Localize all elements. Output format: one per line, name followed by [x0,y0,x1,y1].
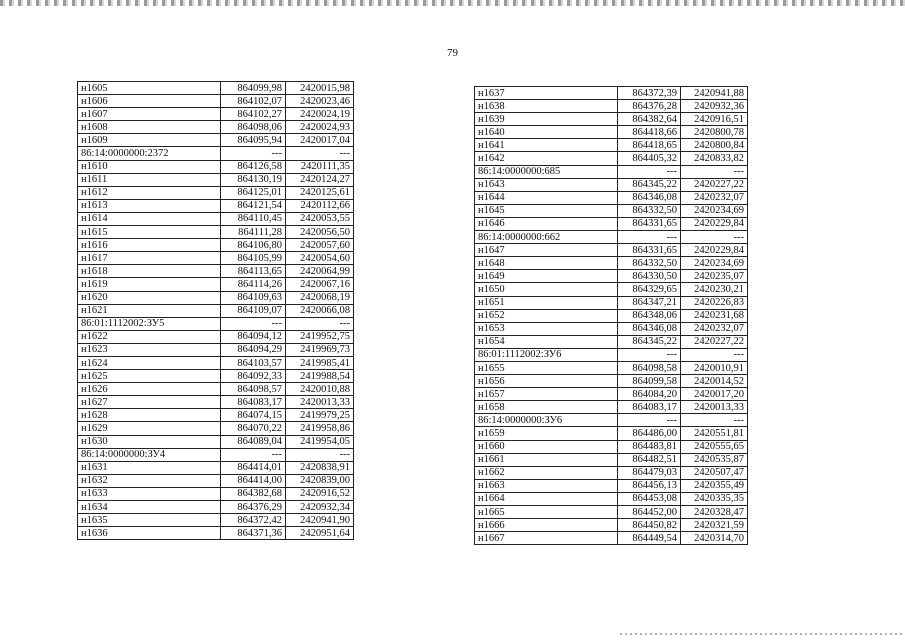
point-label-cell: н1657 [475,388,618,401]
point-label-cell: 86:14:0000000:ЗУ4 [78,448,221,461]
x-coordinate-cell: 864346,08 [618,322,681,335]
point-label-cell: н1618 [78,265,221,278]
y-coordinate-cell: 2419952,75 [286,330,354,343]
y-coordinate-cell: 2420551,81 [681,427,748,440]
x-coordinate-cell: 864414,00 [221,474,286,487]
table-row [475,165,748,178]
table-row [475,283,748,296]
y-coordinate-cell: 2420010,91 [681,361,748,374]
y-coordinate-cell: 2420555,65 [681,440,748,453]
y-coordinate-cell: 2420230,21 [681,283,748,296]
y-coordinate-cell: 2419958,86 [286,422,354,435]
point-label-cell: н1614 [78,212,221,225]
table-row [475,178,748,191]
table-row [78,226,354,239]
x-coordinate-cell: 864418,65 [618,139,681,152]
table-row [78,501,354,514]
table-row [78,252,354,265]
y-coordinate-cell: 2420800,78 [681,126,748,139]
x-coordinate-cell: 864486,00 [618,427,681,440]
y-coordinate-cell: 2419979,25 [286,409,354,422]
point-label-cell: н1610 [78,160,221,173]
y-coordinate-cell: 2420015,98 [286,82,354,95]
point-label-cell: 86:14:0000000:2372 [78,147,221,160]
point-label-cell: н1659 [475,427,618,440]
x-coordinate-cell: 864332,50 [618,204,681,217]
table-row [475,440,748,453]
y-coordinate-cell: 2419988,54 [286,370,354,383]
y-coordinate-cell: --- [286,448,354,461]
y-coordinate-cell: 2420335,35 [681,492,748,505]
y-coordinate-cell: 2420066,08 [286,304,354,317]
table-row [475,375,748,388]
x-coordinate-cell: 864084,20 [618,388,681,401]
x-coordinate-cell: 864450,82 [618,519,681,532]
table-row [78,487,354,500]
table-row [475,427,748,440]
point-label-cell: н1661 [475,453,618,466]
table-row [475,139,748,152]
y-coordinate-cell: 2420507,47 [681,466,748,479]
x-coordinate-cell: 864083,17 [221,396,286,409]
y-coordinate-cell: --- [286,317,354,330]
y-coordinate-cell: 2420916,52 [286,487,354,500]
table-row [475,204,748,217]
x-coordinate-cell: 864103,57 [221,356,286,369]
point-label-cell: н1662 [475,466,618,479]
point-label-cell: н1651 [475,296,618,309]
table-row [78,278,354,291]
y-coordinate-cell: 2420932,36 [681,100,748,113]
point-label-cell: н1605 [78,82,221,95]
point-label-cell: н1611 [78,173,221,186]
point-label-cell: н1643 [475,178,618,191]
point-label-cell: н1640 [475,126,618,139]
x-coordinate-cell: 864331,65 [618,217,681,230]
x-coordinate-cell: 864095,94 [221,134,286,147]
table-row [475,401,748,414]
table-row [78,396,354,409]
x-coordinate-cell: 864371,36 [221,527,286,540]
point-label-cell: н1648 [475,257,618,270]
x-coordinate-cell: 864345,22 [618,335,681,348]
table-row [78,121,354,134]
y-coordinate-cell: 2420112,66 [286,199,354,212]
table-row [78,147,354,160]
table-row [475,231,748,244]
x-coordinate-cell: 864382,68 [221,487,286,500]
table-row [78,356,354,369]
x-coordinate-cell: 864346,08 [618,191,681,204]
point-label-cell: н1638 [475,100,618,113]
y-coordinate-cell: 2420010,88 [286,383,354,396]
point-label-cell: н1617 [78,252,221,265]
point-label-cell: н1658 [475,401,618,414]
point-label-cell: н1629 [78,422,221,435]
y-coordinate-cell: 2420064,99 [286,265,354,278]
x-coordinate-cell: 864414,01 [221,461,286,474]
coordinates-table-left [77,81,354,540]
y-coordinate-cell: 2420054,60 [286,252,354,265]
table-row [475,388,748,401]
point-label-cell: н1628 [78,409,221,422]
point-label-cell: н1644 [475,191,618,204]
y-coordinate-cell: 2420053,55 [286,212,354,225]
table-row [78,304,354,317]
table-row [475,506,748,519]
y-coordinate-cell: 2420231,68 [681,309,748,322]
x-coordinate-cell: 864347,21 [618,296,681,309]
point-label-cell: н1656 [475,375,618,388]
x-coordinate-cell: 864074,15 [221,409,286,422]
table-row [78,82,354,95]
y-coordinate-cell: 2420941,88 [681,87,748,100]
x-coordinate-cell: 864456,13 [618,479,681,492]
table-row [78,212,354,225]
y-coordinate-cell: 2420328,47 [681,506,748,519]
y-coordinate-cell: 2420226,83 [681,296,748,309]
y-coordinate-cell: 2420227,22 [681,335,748,348]
x-coordinate-cell: 864102,07 [221,95,286,108]
x-coordinate-cell: 864331,65 [618,244,681,257]
point-label-cell: н1654 [475,335,618,348]
y-coordinate-cell: 2420314,70 [681,532,748,545]
table-row [475,532,748,545]
y-coordinate-cell: 2420023,46 [286,95,354,108]
table-row [78,239,354,252]
point-label-cell: 86:01:1112002:ЗУ5 [78,317,221,330]
x-coordinate-cell: 864348,06 [618,309,681,322]
y-coordinate-cell: --- [681,414,748,427]
y-coordinate-cell: 2420017,20 [681,388,748,401]
table-row [475,87,748,100]
point-label-cell: н1637 [475,87,618,100]
x-coordinate-cell: 864125,01 [221,186,286,199]
point-label-cell: н1646 [475,217,618,230]
x-coordinate-cell: 864482,51 [618,453,681,466]
table-row [475,152,748,165]
table-row [475,322,748,335]
point-label-cell: н1626 [78,383,221,396]
point-label-cell: н1608 [78,121,221,134]
point-label-cell: н1612 [78,186,221,199]
table-row [78,383,354,396]
table-row [78,435,354,448]
point-label-cell: н1622 [78,330,221,343]
y-coordinate-cell: 2420017,04 [286,134,354,147]
point-label-cell: н1625 [78,370,221,383]
point-label-cell: н1660 [475,440,618,453]
y-coordinate-cell: 2419985,41 [286,356,354,369]
y-coordinate-cell: 2420321,59 [681,519,748,532]
y-coordinate-cell: 2420232,07 [681,322,748,335]
point-label-cell: н1616 [78,239,221,252]
y-coordinate-cell: 2420024,93 [286,121,354,134]
point-label-cell: н1624 [78,356,221,369]
x-coordinate-cell: 864105,99 [221,252,286,265]
x-coordinate-cell: 864094,12 [221,330,286,343]
x-coordinate-cell: 864106,80 [221,239,286,252]
x-coordinate-cell: --- [221,147,286,160]
y-coordinate-cell: 2420067,16 [286,278,354,291]
x-coordinate-cell: 864102,27 [221,108,286,121]
point-label-cell: н1639 [475,113,618,126]
y-coordinate-cell: 2420124,27 [286,173,354,186]
table-row [78,409,354,422]
point-label-cell: н1650 [475,283,618,296]
y-coordinate-cell: 2420833,82 [681,152,748,165]
y-coordinate-cell: 2420232,07 [681,191,748,204]
table-row [78,160,354,173]
y-coordinate-cell: 2420932,34 [286,501,354,514]
point-label-cell: н1641 [475,139,618,152]
x-coordinate-cell: 864372,39 [618,87,681,100]
x-coordinate-cell: 864330,50 [618,270,681,283]
y-coordinate-cell: 2420057,60 [286,239,354,252]
table-row [78,527,354,540]
y-coordinate-cell: 2420941,90 [286,514,354,527]
x-coordinate-cell: 864479,03 [618,466,681,479]
x-coordinate-cell: 864070,22 [221,422,286,435]
table-row [78,95,354,108]
y-coordinate-cell: 2420125,61 [286,186,354,199]
point-label-cell: н1663 [475,479,618,492]
y-coordinate-cell: 2420535,87 [681,453,748,466]
y-coordinate-cell: 2420800,84 [681,139,748,152]
y-coordinate-cell: 2420024,19 [286,108,354,121]
x-coordinate-cell: 864089,04 [221,435,286,448]
x-coordinate-cell: --- [221,317,286,330]
table-row [475,348,748,361]
table-row [78,134,354,147]
x-coordinate-cell: 864382,64 [618,113,681,126]
x-coordinate-cell: --- [618,348,681,361]
table-row [78,422,354,435]
x-coordinate-cell: 864109,07 [221,304,286,317]
x-coordinate-cell: 864114,26 [221,278,286,291]
point-label-cell: н1667 [475,532,618,545]
point-label-cell: н1642 [475,152,618,165]
point-label-cell: н1655 [475,361,618,374]
y-coordinate-cell: 2420839,00 [286,474,354,487]
point-label-cell: н1619 [78,278,221,291]
x-coordinate-cell: 864099,98 [221,82,286,95]
point-label-cell: н1653 [475,322,618,335]
table-row [475,414,748,427]
point-label-cell: н1635 [78,514,221,527]
y-coordinate-cell: 2420234,69 [681,204,748,217]
table-row [475,519,748,532]
point-label-cell: н1631 [78,461,221,474]
table-row [78,317,354,330]
y-coordinate-cell: 2420229,84 [681,217,748,230]
y-coordinate-cell: 2420013,33 [681,401,748,414]
point-label-cell: н1649 [475,270,618,283]
table-row [475,466,748,479]
table-row [475,361,748,374]
point-label-cell: н1623 [78,343,221,356]
point-label-cell: 86:14:0000000:685 [475,165,618,178]
point-label-cell: н1652 [475,309,618,322]
x-coordinate-cell: 864098,06 [221,121,286,134]
point-label-cell: н1664 [475,492,618,505]
x-coordinate-cell: 864372,42 [221,514,286,527]
x-coordinate-cell: 864121,54 [221,199,286,212]
y-coordinate-cell: 2420355,49 [681,479,748,492]
table-row [475,217,748,230]
scan-bottom-edge [620,633,905,635]
x-coordinate-cell: 864098,57 [221,383,286,396]
table-row [78,474,354,487]
x-coordinate-cell: 864405,32 [618,152,681,165]
x-coordinate-cell: 864110,45 [221,212,286,225]
y-coordinate-cell: 2419969,73 [286,343,354,356]
x-coordinate-cell: 864332,50 [618,257,681,270]
point-label-cell: н1613 [78,199,221,212]
x-coordinate-cell: 864098,58 [618,361,681,374]
y-coordinate-cell: 2420235,07 [681,270,748,283]
y-coordinate-cell: 2420229,84 [681,244,748,257]
x-coordinate-cell: 864092,33 [221,370,286,383]
y-coordinate-cell: 2420838,91 [286,461,354,474]
y-coordinate-cell: --- [681,348,748,361]
x-coordinate-cell: 864376,29 [221,501,286,514]
x-coordinate-cell: 864083,17 [618,401,681,414]
point-label-cell: н1615 [78,226,221,239]
x-coordinate-cell: 864483,81 [618,440,681,453]
point-label-cell: н1636 [78,527,221,540]
point-label-cell: н1647 [475,244,618,257]
table-row [475,453,748,466]
x-coordinate-cell: 864130,19 [221,173,286,186]
x-coordinate-cell: 864452,00 [618,506,681,519]
table-row [78,186,354,199]
x-coordinate-cell: --- [618,165,681,178]
x-coordinate-cell: --- [618,231,681,244]
table-row [475,126,748,139]
x-coordinate-cell: --- [221,448,286,461]
point-label-cell: 86:14:0000000:662 [475,231,618,244]
table-row [475,257,748,270]
x-coordinate-cell: --- [618,414,681,427]
table-row [78,108,354,121]
point-label-cell: н1632 [78,474,221,487]
y-coordinate-cell: --- [681,231,748,244]
point-label-cell: н1630 [78,435,221,448]
table-row [475,479,748,492]
x-coordinate-cell: 864376,28 [618,100,681,113]
table-row [78,514,354,527]
table-row [78,448,354,461]
point-label-cell: 86:14:0000000:ЗУ6 [475,414,618,427]
table-row [475,309,748,322]
table-row [78,265,354,278]
table-row [475,100,748,113]
table-row [475,296,748,309]
x-coordinate-cell: 864453,08 [618,492,681,505]
table-row [78,330,354,343]
y-coordinate-cell: 2420951,64 [286,527,354,540]
x-coordinate-cell: 864094,29 [221,343,286,356]
scan-top-edge [0,0,905,6]
y-coordinate-cell: 2420227,22 [681,178,748,191]
table-row [78,199,354,212]
point-label-cell: н1665 [475,506,618,519]
x-coordinate-cell: 864345,22 [618,178,681,191]
point-label-cell: н1634 [78,501,221,514]
y-coordinate-cell: 2420014,52 [681,375,748,388]
y-coordinate-cell: 2420068,19 [286,291,354,304]
y-coordinate-cell: --- [681,165,748,178]
x-coordinate-cell: 864111,28 [221,226,286,239]
x-coordinate-cell: 864113,65 [221,265,286,278]
point-label-cell: н1627 [78,396,221,409]
table-row [78,291,354,304]
point-label-cell: н1621 [78,304,221,317]
x-coordinate-cell: 864329,65 [618,283,681,296]
table-row [475,492,748,505]
y-coordinate-cell: 2420013,33 [286,396,354,409]
y-coordinate-cell: 2420234,69 [681,257,748,270]
point-label-cell: н1666 [475,519,618,532]
table-row [78,461,354,474]
table-row [78,370,354,383]
table-row [475,113,748,126]
table-row [475,244,748,257]
table-row [475,335,748,348]
y-coordinate-cell: 2419954,05 [286,435,354,448]
x-coordinate-cell: 864449,54 [618,532,681,545]
y-coordinate-cell: --- [286,147,354,160]
x-coordinate-cell: 864109,63 [221,291,286,304]
coordinates-table-right [474,86,748,545]
point-label-cell: н1609 [78,134,221,147]
point-label-cell: н1620 [78,291,221,304]
table-row [475,270,748,283]
point-label-cell: 86:01:1112002:ЗУ6 [475,348,618,361]
y-coordinate-cell: 2420056,50 [286,226,354,239]
x-coordinate-cell: 864418,66 [618,126,681,139]
table-row [78,343,354,356]
table-row [78,173,354,186]
x-coordinate-cell: 864126,58 [221,160,286,173]
point-label-cell: н1607 [78,108,221,121]
point-label-cell: н1633 [78,487,221,500]
y-coordinate-cell: 2420916,51 [681,113,748,126]
y-coordinate-cell: 2420111,35 [286,160,354,173]
page-number: 79 [447,47,458,59]
x-coordinate-cell: 864099,58 [618,375,681,388]
table-row [475,191,748,204]
point-label-cell: н1606 [78,95,221,108]
point-label-cell: н1645 [475,204,618,217]
